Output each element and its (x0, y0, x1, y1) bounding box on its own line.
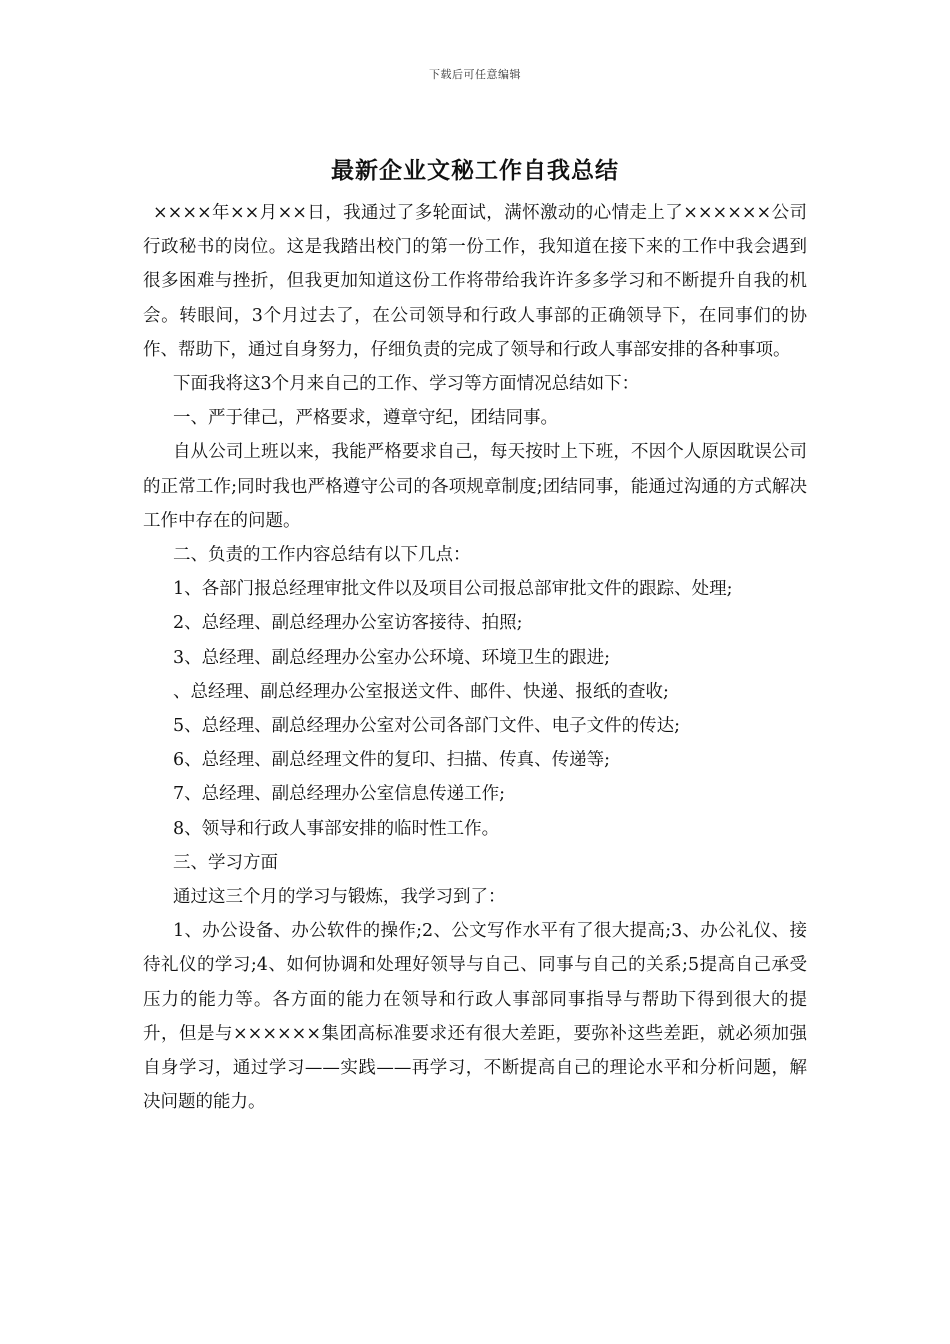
duty-item-5: 5、总经理、副总经理办公室对公司各部门文件、电子文件的传达; (173, 716, 681, 737)
header-note: 下载后可任意编辑 (429, 68, 521, 81)
duty-item-2: 2、总经理、副总经理办公室访客接待、拍照; (173, 613, 523, 634)
section-heading-duties: 二、负责的工作内容总结有以下几点： (173, 545, 471, 566)
section-heading-discipline: 一、严于律己，严格要求，遵章守纪，团结同事。 (173, 408, 558, 429)
duty-item-7: 7、总经理、副总经理办公室信息传递工作; (173, 784, 506, 805)
section-heading-learning: 三、学习方面 (173, 852, 278, 873)
paragraph-discipline: 自从公司上班以来，我能严格要求自己，每天按时上下班，不因个人原因耽误公司的正常工作;同时我也严格遵守公司的各项规章制度;团结同事，能通过沟通的方式解决工作中存在的问题。 (143, 442, 807, 531)
paragraph-learning-lead: 通过这三个月的学习与锻炼，我学习到了： (173, 887, 506, 908)
paragraph-learning-detail: 1、办公设备、办公软件的操作;2、公文写作水平有了很大提高;3、办公礼仪、接待礼仪的学习;4、如何协调和处理好领导与自己、同事与自己的关系;5提高自己承受压力的能力等。各方面的能力在领导和行政人事部同事指导与帮助下得到很大的提升，但是与××××××集团高标准要求还有很大差距，要弥补这些差距，就必须加强自身学习，通过学习——实践——再学习，不断提高自己的理论水平和分析问题，解决问题的能力。 (143, 921, 807, 1113)
duty-item-1: 1、各部门报总经理审批文件以及项目公司报总部审批文件的跟踪、处理; (173, 579, 733, 600)
duty-item-6: 6、总经理、副总经理文件的复印、扫描、传真、传递等; (173, 750, 611, 771)
paragraph-summary-lead: 下面我将这3个月来自己的工作、学习等方面情况总结如下： (173, 374, 640, 395)
duty-item-4: 、总经理、副总经理办公室报送文件、邮件、快递、报纸的查收; (173, 681, 669, 702)
paragraph-intro: ××××年××月××日，我通过了多轮面试，满怀激动的心情走上了××××××公司行政秘书的岗位。这是我踏出校门的第一份工作，我知道在接下来的工作中我会遇到很多困难与挫折，但我更加知道这份工作将带给我许许多多学习和不断提升自我的机会。转眼间，3个月过去了，在公司领导和行政人事部的正确领导下，在同事们的协作、帮助下，通过自身努力，仔细负责的完成了领导和行政人事部安排的各种事项。 (143, 203, 807, 360)
document-title: 最新企业文秘工作自我总结 (331, 158, 619, 184)
duty-item-8: 8、领导和行政人事部安排的临时性工作。 (173, 818, 500, 839)
duty-item-3: 3、总经理、副总经理办公室办公环境、环境卫生的跟进; (173, 647, 611, 668)
document-body (143, 196, 807, 1119)
